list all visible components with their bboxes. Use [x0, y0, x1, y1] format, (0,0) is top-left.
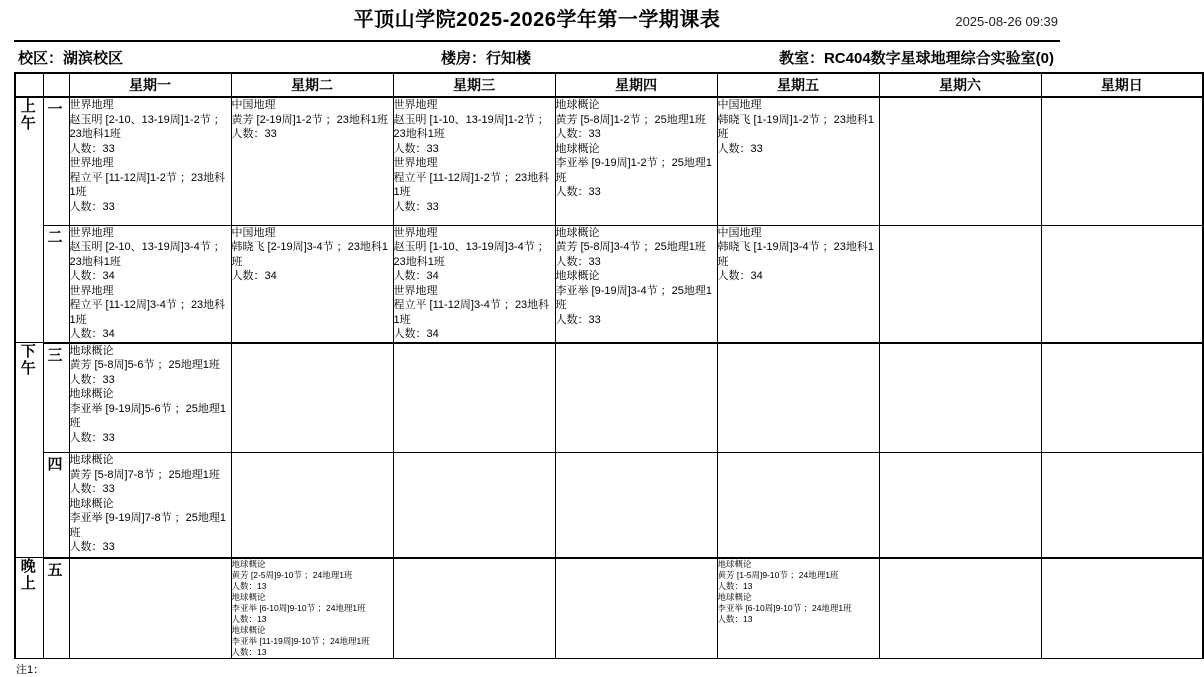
header-day-saturday: 星期六: [879, 73, 1041, 97]
table-row: [15, 343, 1203, 453]
section-label-evening: [15, 558, 43, 659]
table-row: [15, 453, 1203, 558]
header-day-sunday: 星期日: [1041, 73, 1203, 97]
header-day-friday: 星期五: [717, 73, 879, 97]
cell-sat-3[interactable]: [879, 343, 1041, 453]
header-day-thursday: 星期四: [555, 73, 717, 97]
cell-sun-1[interactable]: [1041, 97, 1203, 225]
room-label: 教室：RC404数字星球地理综合实验室(0): [778, 49, 1054, 67]
cell-tue-5[interactable]: 地球概论 黄芳 [2-5周]9-10节 ；24地理1班 人数：13 地球概论 李亚举 [6-10周]9-10节 ；24地理1班 人数：13 地球概论 李亚举 [11-19周]9-10节 ；24地理1班 人数：13: [231, 558, 393, 659]
cell-sat-1[interactable]: [879, 97, 1041, 225]
timestamp: 2025-08-26 09:39: [955, 14, 1058, 29]
header-period: [43, 73, 69, 97]
cell-wed-3[interactable]: [393, 343, 555, 453]
cell-mon-3[interactable]: 地球概论 黄芳 [5-8周]5-6节 ；25地理1班 人数：33 地球概论 李亚举 [9-19周]5-6节 ；25地理1班 人数：33: [69, 343, 231, 453]
cell-tue-3[interactable]: [231, 343, 393, 453]
cell-mon-1[interactable]: 世界地理 赵玉明 [2-10、13-19周]1-2节 ；23地科1班 人数：33 世界地理 程立平 [11-12周]1-2节 ；23地科1班 人数：33: [69, 97, 231, 225]
cell-mon-5[interactable]: [69, 558, 231, 659]
cell-fri-1[interactable]: 中国地理 韩晓飞 [1-19周]1-2节 ；23地科1班 人数：33: [717, 97, 879, 225]
period-label-4: 四: [43, 453, 69, 558]
cell-thu-3[interactable]: [555, 343, 717, 453]
section-label-morning-text: 上 午: [20, 98, 38, 133]
table-row: [15, 225, 1203, 343]
header-ampm: [15, 73, 43, 97]
building-label: 楼房：行知楼: [440, 49, 531, 67]
period-label-2: 二: [43, 225, 69, 343]
period-label-5: 五: [43, 558, 69, 659]
cell-fri-3[interactable]: [717, 343, 879, 453]
page-title: 平顶山学院2025-2026学年第一学期课表: [353, 9, 721, 31]
cell-sat-2[interactable]: [879, 225, 1041, 343]
cell-thu-2[interactable]: 地球概论 黄芳 [5-8周]3-4节 ；25地理1班 人数：33 地球概论 李亚举 [9-19周]3-4节 ；25地理1班 人数：33: [555, 225, 717, 343]
cell-thu-1[interactable]: 地球概论 黄芳 [5-8周]1-2节 ；25地理1班 人数：33 地球概论 李亚举 [9-19周]1-2节 ；25地理1班 人数：33: [555, 97, 717, 225]
cell-thu-4[interactable]: [555, 453, 717, 558]
cell-sun-3[interactable]: [1041, 343, 1203, 453]
footer-note: 注1：: [16, 664, 45, 677]
title-row: [14, 0, 1060, 40]
cell-wed-2[interactable]: 世界地理 赵玉明 [1-10、13-19周]3-4节 ；23地科1班 人数：34 世界地理 程立平 [11-12周]3-4节 ；23地科1班 人数：34: [393, 225, 555, 343]
cell-wed-4[interactable]: [393, 453, 555, 558]
cell-thu-5[interactable]: [555, 558, 717, 659]
cell-sun-2[interactable]: [1041, 225, 1203, 343]
table-row: [15, 97, 1203, 225]
header-day-monday: 星期一: [69, 73, 231, 97]
header-day-tuesday: 星期二: [231, 73, 393, 97]
cell-tue-4[interactable]: [231, 453, 393, 558]
cell-mon-4[interactable]: 地球概论 黄芳 [5-8周]7-8节 ；25地理1班 人数：33 地球概论 李亚举 [9-19周]7-8节 ；25地理1班 人数：33: [69, 453, 231, 558]
table-row: [15, 558, 1203, 659]
cell-mon-2[interactable]: 世界地理 赵玉明 [2-10、13-19周]3-4节 ；23地科1班 人数：34 世界地理 程立平 [11-12周]3-4节 ；23地科1班 人数：34: [69, 225, 231, 343]
section-label-morning: [15, 97, 43, 343]
section-label-afternoon-text: 下 午: [20, 343, 38, 378]
cell-fri-4[interactable]: [717, 453, 879, 558]
section-label-evening-text: 晚 上: [20, 558, 38, 593]
cell-wed-5[interactable]: [393, 558, 555, 659]
cell-fri-2[interactable]: 中国地理 韩晓飞 [1-19周]3-4节 ；23地科1班 人数：34: [717, 225, 879, 343]
period-label-1: 一: [43, 97, 69, 225]
cell-sat-5[interactable]: [879, 558, 1041, 659]
cell-sat-4[interactable]: [879, 453, 1041, 558]
info-row: [14, 40, 1060, 72]
header-day-wednesday: 星期三: [393, 73, 555, 97]
table-header-row: [15, 73, 1203, 97]
cell-tue-1[interactable]: 中国地理 黄芳 [2-19周]1-2节 ；23地科1班 人数：33: [231, 97, 393, 225]
section-label-afternoon: [15, 343, 43, 558]
schedule-table: [14, 72, 1204, 659]
campus-label: 校区：湖滨校区: [18, 49, 124, 67]
period-label-3: 三: [43, 343, 69, 453]
cell-fri-5[interactable]: 地球概论 黄芳 [1-5周]9-10节 ；24地理1班 人数：13 地球概论 李亚举 [6-10周]9-10节 ；24地理1班 人数：13: [717, 558, 879, 659]
cell-sun-5[interactable]: [1041, 558, 1203, 659]
cell-sun-4[interactable]: [1041, 453, 1203, 558]
cell-tue-2[interactable]: 中国地理 韩晓飞 [2-19周]3-4节 ；23地科1班 人数：34: [231, 225, 393, 343]
cell-wed-1[interactable]: 世界地理 赵玉明 [1-10、13-19周]1-2节 ；23地科1班 人数：33 世界地理 程立平 [11-12周]1-2节 ；23地科1班 人数：33: [393, 97, 555, 225]
